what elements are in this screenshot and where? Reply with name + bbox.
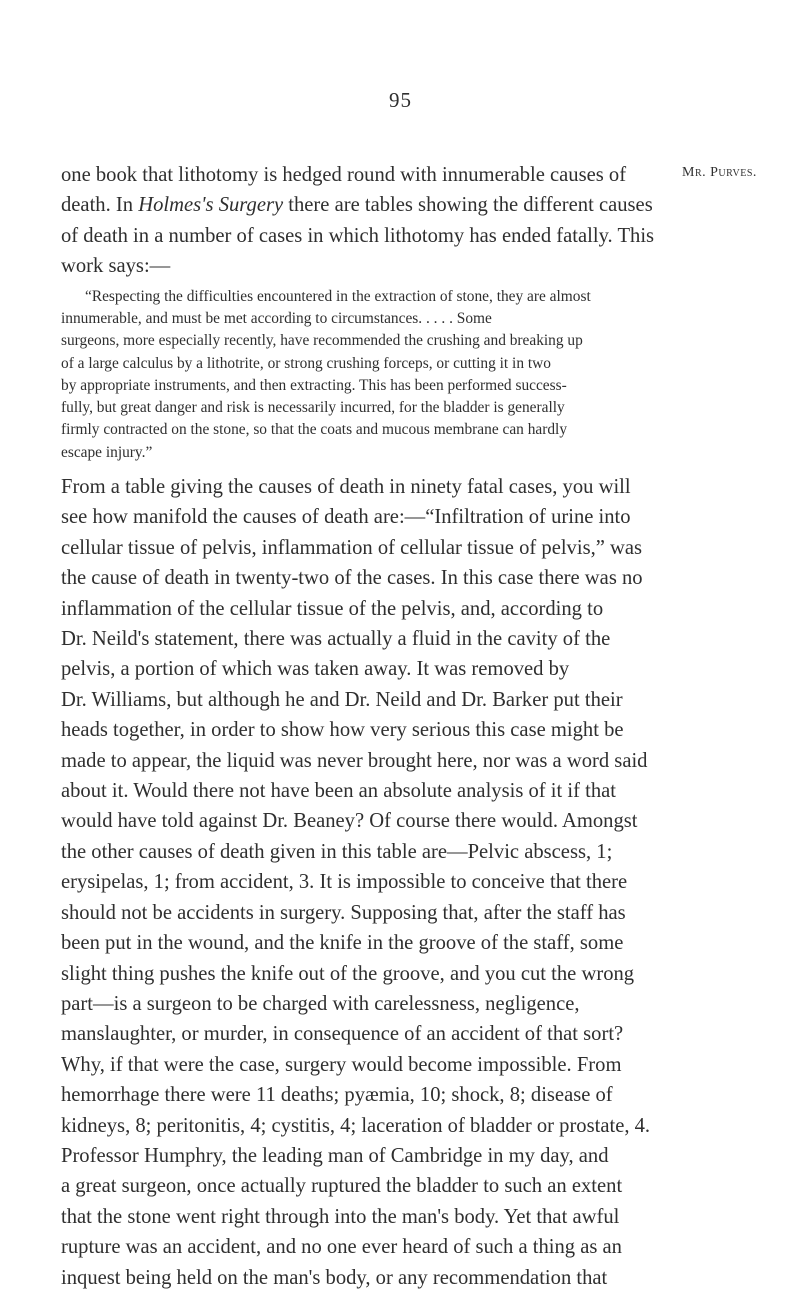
quote-line: fully, but great danger and risk is necessarily incurred, for the bladder is generally <box>61 399 565 417</box>
text-line: inquest being held on the man's body, or any recommendation that <box>61 1266 608 1289</box>
block-quote <box>61 286 681 464</box>
text-line: hemorrhage there were 11 deaths; pyæmia, 10; shock, 8; disease of <box>61 1084 613 1107</box>
text-line: would have told against Dr. Beaney? Of course there would. Amongst <box>61 810 638 833</box>
text-line: the other causes of death given in this table are—Pelvic abscess, 1; <box>61 840 613 863</box>
text-line: inflammation of the cellular tissue of the pelvis, and, according to <box>61 597 604 620</box>
text-line: see how manifold the causes of death are:—“Infiltration of urine into <box>61 506 631 529</box>
quote-line: surgeons, more especially recently, have recommended the crushing and breaking up <box>61 332 583 350</box>
text-line: a great surgeon, once actually ruptured the bladder to such an extent <box>61 1175 623 1198</box>
page-number: 95 <box>389 88 412 112</box>
quote-line: by appropriate instruments, and then extracting. This has been performed success- <box>61 376 567 394</box>
text-line: Dr. Williams, but although he and Dr. Neild and Dr. Barker put their <box>61 688 623 711</box>
quote-line: firmly contracted on the stone, so that the coats and mucous membrane can hardly <box>61 421 568 439</box>
text-line: cellular tissue of pelvis, inflammation of cellular tissue of pelvis,” was <box>61 536 643 559</box>
quote-line: escape injury.” <box>61 443 153 461</box>
page-body <box>61 160 681 1293</box>
text-line: been put in the wound, and the knife in the groove of the staff, some <box>61 932 624 955</box>
text-line: manslaughter, or murder, in consequence of an accident of that sort? <box>61 1023 624 1046</box>
text-line: Professor Humphry, the leading man of Cambridge in my day, and <box>61 1144 609 1167</box>
paragraph-intro <box>61 160 681 282</box>
text-line: heads together, in order to show how very serious this case might be <box>61 719 624 742</box>
text-line: Dr. Neild's statement, there was actually a fluid in the cavity of the <box>61 628 611 651</box>
text-line: erysipelas, 1; from accident, 3. It is impossible to conceive that there <box>61 871 628 894</box>
margin-note-speaker: Mr. Purves. <box>682 165 757 180</box>
text-line: kidneys, 8; peritonitis, 4; cystitis, 4; laceration of bladder or prostate, 4. <box>61 1114 651 1137</box>
text-line: Why, if that were the case, surgery would become impossible. From <box>61 1053 622 1076</box>
text-line: death. In Holmes's Surgery there are tables showing the different causes <box>61 194 653 217</box>
text-line: slight thing pushes the knife out of the groove, and you cut the wrong <box>61 962 635 985</box>
text-line: work says:— <box>61 255 171 278</box>
text-line: From a table giving the causes of death in ninety fatal cases, you will <box>61 476 631 498</box>
book-title: Holmes's Surgery <box>138 194 284 217</box>
text-line: about it. Would there not have been an absolute analysis of it if that <box>61 780 616 803</box>
text-line: should not be accidents in surgery. Supposing that, after the staff has <box>61 901 626 924</box>
text-line: rupture was an accident, and no one ever heard of such a thing as an <box>61 1236 622 1259</box>
paragraph-causes <box>61 472 681 1293</box>
quote-line: of a large calculus by a lithotrite, or strong crushing forceps, or cutting it in two <box>61 354 551 372</box>
text-line: made to appear, the liquid was never brought here, nor was a word said <box>61 749 648 772</box>
text-line: one book that lithotomy is hedged round with innumerable causes of <box>61 164 627 186</box>
text-line: part—is a surgeon to be charged with carelessness, negligence, <box>61 992 580 1015</box>
quote-line: “Respecting the difficulties encountered in the extraction of stone, they are almost <box>85 287 591 305</box>
text-line: of death in a number of cases in which lithotomy has ended fatally. This <box>61 224 655 247</box>
quote-line: innumerable, and must be met according to circumstances. . . . . Some <box>61 309 492 327</box>
text-line: that the stone went right through into the man's body. Yet that awful <box>61 1205 620 1228</box>
text-line: the cause of death in twenty-two of the cases. In this case there was no <box>61 567 643 590</box>
text-line: pelvis, a portion of which was taken away. It was removed by <box>61 658 570 681</box>
